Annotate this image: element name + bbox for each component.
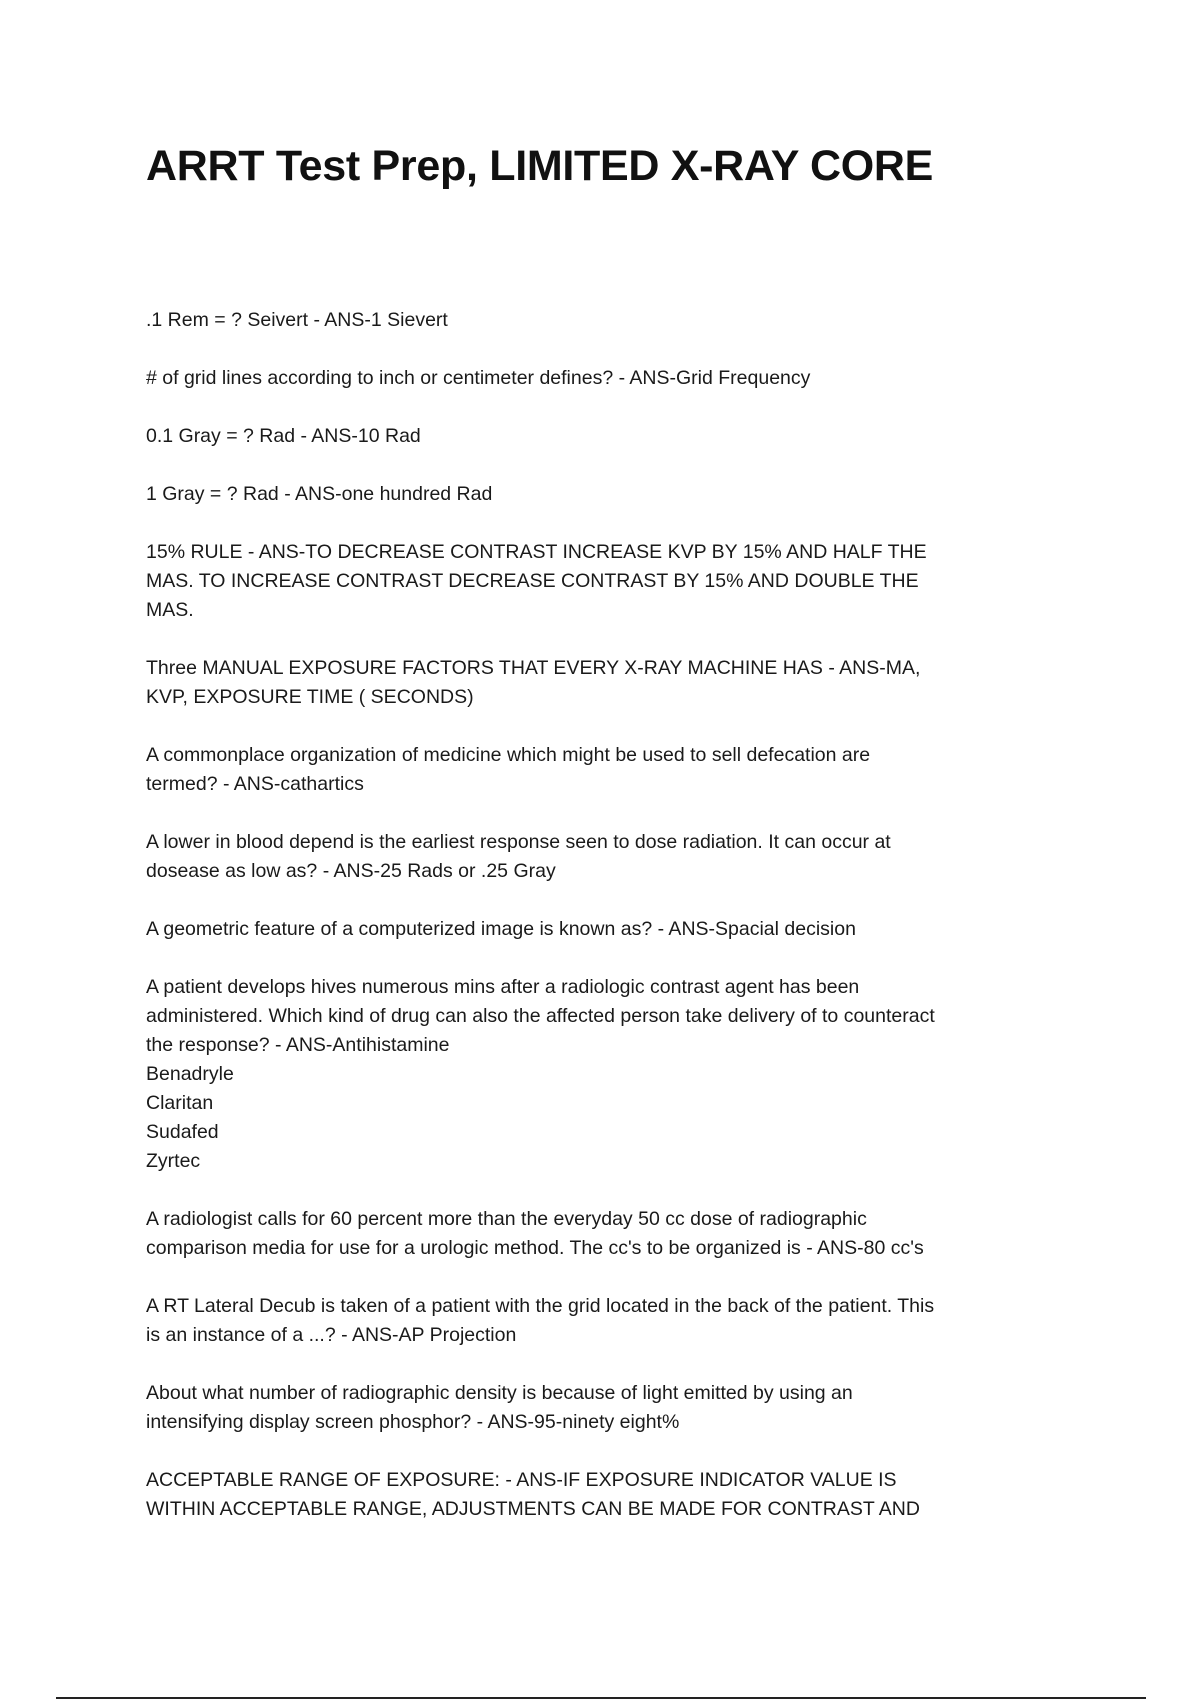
qa-list [146,306,1066,1553]
qa-item: About what number of radiographic density is because of light emitted by using an intensifying display screen phosphor? - ANS-95-ninety eight% [146,1382,853,1433]
qa-item: 15% RULE - ANS-TO DECREASE CONTRAST INCREASE KVP BY 15% AND HALF THE MAS. TO INCREASE CONTRAST DECREASE CONTRAST BY 15% AND DOUBLE THE MAS. [146,541,927,621]
qa-item: .1 Rem = ? Seivert - ANS-1 Sievert [146,309,448,331]
qa-item: A geometric feature of a computerized image is known as? - ANS-Spacial decision [146,918,856,940]
qa-item: 0.1 Gray = ? Rad - ANS-10 Rad [146,425,421,447]
qa-item: A lower in blood depend is the earliest response seen to dose radiation. It can occur at dosease as low as? - ANS-25 Rads or .25 Gray [146,831,891,882]
qa-item: Three MANUAL EXPOSURE FACTORS THAT EVERY X-RAY MACHINE HAS - ANS-MA, KVP, EXPOSURE TIME ( SECONDS) [146,657,921,708]
qa-item: # of grid lines according to inch or centimeter defines? - ANS-Grid Frequency [146,367,811,389]
qa-item: A radiologist calls for 60 percent more than the everyday 50 cc dose of radiographic comparison media for use for a urologic method. The cc's to be organized is - ANS-80 cc's [146,1208,924,1259]
qa-item: 1 Gray = ? Rad - ANS-one hundred Rad [146,483,493,505]
footer-divider [56,1697,1146,1699]
qa-item: A commonplace organization of medicine which might be used to sell defecation are termed? - ANS-cathartics [146,744,871,795]
qa-item: A RT Lateral Decub is taken of a patient with the grid located in the back of the patient. This is an instance of a ...? - ANS-AP Projection [146,1295,935,1346]
document-title: ARRT Test Prep, LIMITED X-RAY CORE [146,142,934,190]
qa-item: ACCEPTABLE RANGE OF EXPOSURE: - ANS-IF EXPOSURE INDICATOR VALUE IS WITHIN ACCEPTABLE RANGE, ADJUSTMENTS CAN BE MADE FOR CONTRAST AND [146,1469,920,1520]
qa-item: A patient develops hives numerous mins after a radiologic contrast agent has been administered. Which kind of drug can also the affected person take delivery of to counteract the response? - ANS-Antihistamine Benadryle Claritan Sudafed Zyrtec [146,976,935,1172]
